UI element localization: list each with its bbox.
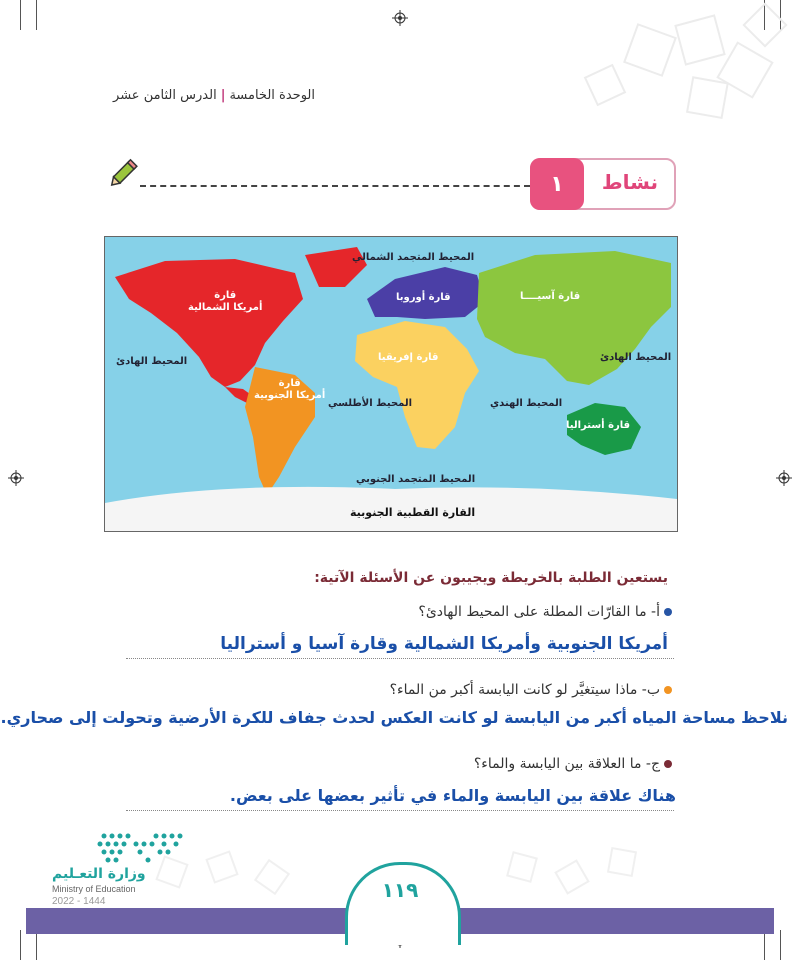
ministry-name-english: Ministry of Education	[52, 884, 136, 894]
page-number: ١١٩	[381, 878, 419, 902]
map-label-pacific-west: المحيط الهادئ	[116, 356, 188, 367]
bullet-icon	[664, 760, 672, 768]
crop-mark	[36, 0, 37, 30]
map-label-indian: المحيط الهندي	[490, 398, 563, 409]
registration-mark-icon	[8, 470, 24, 486]
decorative-pattern	[470, 0, 800, 150]
crop-mark	[36, 930, 37, 960]
question-b	[390, 682, 672, 698]
map-label-europe: قارة أوروبا	[396, 292, 451, 303]
map-label-southern-ocean: المحيط المتجمد الجنوبي	[356, 474, 476, 485]
map-label-south-america: قارة أمريكا الجنوبية	[254, 378, 326, 401]
registration-mark-icon	[392, 10, 408, 26]
lesson-title: الدرس الثامن عشر	[113, 88, 217, 103]
map-label-atlantic: المحيط الأطلسي	[328, 398, 413, 409]
world-map-graphic	[105, 237, 677, 531]
question-c-text: ج- ما العلاقة بين اليابسة والماء؟	[473, 756, 660, 772]
question-a	[418, 604, 672, 620]
pencil-icon	[106, 158, 138, 190]
world-map	[104, 236, 678, 532]
question-a-text: أ- ما القارّات المطلة على المحيط الهادئ؟	[418, 604, 660, 620]
bullet-icon	[664, 686, 672, 694]
question-b-text: ب- ماذا سيتغيَّر لو كانت اليابسة أكبر من الماء؟	[389, 682, 660, 698]
map-label-north-america: قارة أمريكا الشمالية	[188, 290, 263, 313]
map-label-antarctica: القارة القطبية الجنوبية	[350, 506, 476, 519]
edition-year: 2022 - 1444	[52, 896, 106, 907]
answer-line	[126, 658, 674, 659]
registration-mark-icon	[776, 470, 792, 486]
answer-a: أمريكا الجنوبية وأمريكا الشمالية وقارة آسيا و أستراليا	[220, 634, 668, 654]
question-c	[474, 756, 672, 772]
ministry-logo-icon	[96, 830, 186, 864]
map-label-australia: قارة أستراليا	[566, 420, 631, 431]
answer-line	[126, 810, 674, 811]
instructions-text: يستعين الطلبة بالخريطة ويجيبون عن الأسئلة الآتية:	[314, 570, 668, 586]
header-separator: |	[220, 88, 226, 103]
activity-number: ١	[530, 158, 584, 210]
crop-mark	[764, 930, 765, 960]
crop-mark	[20, 0, 21, 30]
map-label-asia: قارة آسيــــا	[520, 291, 581, 302]
dashed-divider	[140, 185, 530, 187]
answer-b: نلاحظ مساحة المياه أكبر من اليابسة لو كانت العكس لحدث جفاف للكرة الأرضية وتحولت إلى صحاري.	[0, 708, 788, 727]
map-label-pacific-east: المحيط الهادئ	[600, 352, 672, 363]
crop-mark	[20, 930, 21, 960]
map-label-africa: قارة إفريقيا	[378, 352, 439, 363]
ministry-name-arabic: وزارة التعـليم	[52, 866, 146, 882]
page-header	[113, 88, 315, 103]
activity-label: نشاط	[601, 170, 658, 194]
crop-mark	[780, 930, 781, 960]
unit-title: الوحدة الخامسة	[229, 88, 315, 103]
answer-c: هناك علاقة بين اليابسة والماء في تأثير بعضها على بعض.	[229, 786, 676, 805]
bullet-icon	[664, 608, 672, 616]
map-label-arctic-ocean: المحيط المتجمد الشمالي	[352, 252, 475, 263]
